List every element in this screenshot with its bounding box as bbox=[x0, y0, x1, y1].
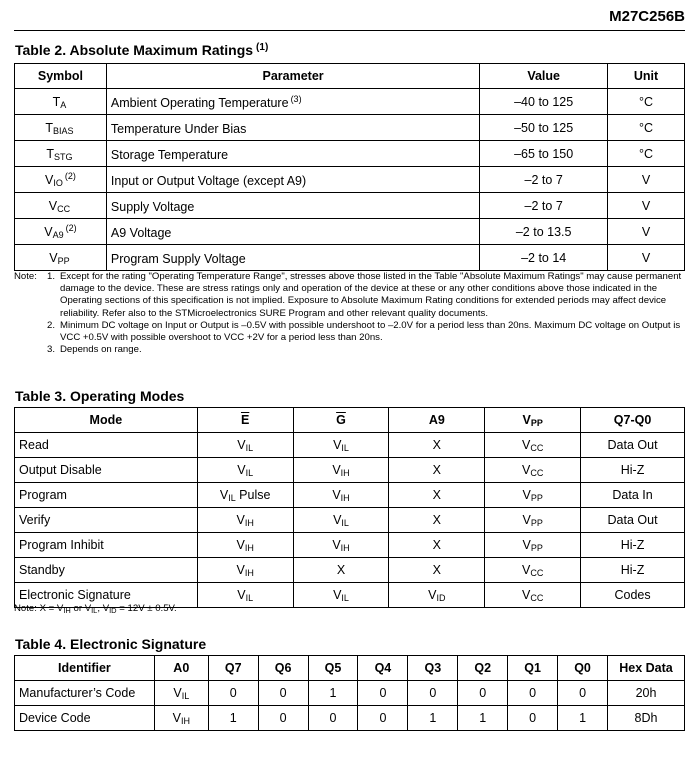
mode-cell: Electronic Signature bbox=[15, 583, 198, 608]
parameter-cell bbox=[106, 89, 479, 115]
e-sub: IH bbox=[244, 517, 254, 528]
vpp-main: V bbox=[522, 512, 531, 527]
symbol-sub: A bbox=[60, 100, 67, 110]
bit-cell: 1 bbox=[308, 681, 358, 706]
symbol-sub: BIAS bbox=[53, 126, 74, 136]
unit-cell: V bbox=[608, 219, 685, 245]
parameter-text: Ambient Operating Temperature bbox=[110, 95, 289, 110]
g-cell bbox=[293, 458, 389, 483]
table-row bbox=[15, 508, 685, 533]
e-cell bbox=[197, 458, 293, 483]
e-sub: IH bbox=[244, 542, 254, 553]
e-main: V bbox=[236, 512, 245, 527]
q-cell: Data In bbox=[581, 483, 685, 508]
a9-cell bbox=[389, 483, 485, 508]
symbol-note-ref: (2) bbox=[64, 171, 76, 181]
q-cell: Hi-Z bbox=[581, 558, 685, 583]
table-row bbox=[15, 141, 685, 167]
q-cell: Hi-Z bbox=[581, 458, 685, 483]
value-cell: –65 to 150 bbox=[480, 141, 608, 167]
col-header-q0: Q0 bbox=[558, 656, 608, 681]
g-main: V bbox=[333, 587, 342, 602]
g-main: V bbox=[332, 487, 341, 502]
g-cell bbox=[293, 508, 389, 533]
note-2 bbox=[47, 320, 686, 344]
q-cell: Data Out bbox=[581, 508, 685, 533]
vpp-sub: PP bbox=[530, 517, 543, 528]
e-cell bbox=[197, 558, 293, 583]
parameter-text: Program Supply Voltage bbox=[110, 251, 246, 266]
parameter-note-ref: (3) bbox=[290, 93, 302, 104]
unit-cell: °C bbox=[608, 141, 685, 167]
vpp-cell bbox=[485, 583, 581, 608]
bit-cell: 0 bbox=[508, 706, 558, 731]
page-header bbox=[14, 4, 685, 31]
table-row bbox=[15, 167, 685, 193]
q-cell: Codes bbox=[581, 583, 685, 608]
vpp-main: V bbox=[522, 487, 531, 502]
g-sub: IH bbox=[340, 492, 350, 503]
symbol-cell bbox=[15, 219, 107, 245]
parameter-cell bbox=[106, 141, 479, 167]
electronic-signature-table bbox=[14, 655, 685, 731]
table-row bbox=[15, 219, 685, 245]
vpp-sub: CC bbox=[530, 592, 544, 603]
col-header-q1: Q1 bbox=[508, 656, 558, 681]
value-cell: –2 to 14 bbox=[480, 245, 608, 271]
col-header-mode: Mode bbox=[15, 408, 198, 433]
a0-sub: IL bbox=[181, 690, 190, 701]
bit-cell: 0 bbox=[308, 706, 358, 731]
g-cell bbox=[293, 483, 389, 508]
value-cell: –2 to 7 bbox=[480, 193, 608, 219]
note-2-text: Minimum DC voltage on Input or Output is –0.5V with possible undershoot to –2.0V for a period less than 20ns. Maximum DC voltage on Output is VCC +0.5V with possible overshoot to VCC +2V for a period less than 20ns. bbox=[60, 319, 681, 344]
table-row bbox=[15, 706, 685, 731]
g-main: V bbox=[333, 437, 342, 452]
table-row bbox=[15, 681, 685, 706]
bit-cell: 1 bbox=[558, 706, 608, 731]
vpp-sub: CC bbox=[530, 442, 544, 453]
col-header-q5: Q5 bbox=[308, 656, 358, 681]
a9-sub: ID bbox=[436, 592, 446, 603]
symbol-sub: IO bbox=[53, 178, 63, 188]
a9-main: X bbox=[432, 437, 441, 452]
vpp-cell bbox=[485, 558, 581, 583]
e-main: V bbox=[237, 462, 246, 477]
vpp-label: V bbox=[522, 412, 531, 427]
col-header-q3: Q3 bbox=[408, 656, 458, 681]
bit-cell: 0 bbox=[558, 681, 608, 706]
a9-main: V bbox=[428, 587, 437, 602]
symbol-cell bbox=[15, 193, 107, 219]
g-main: X bbox=[336, 562, 346, 577]
a9-cell bbox=[389, 508, 485, 533]
operating-modes-table bbox=[14, 407, 685, 608]
table-row bbox=[15, 245, 685, 271]
parameter-cell bbox=[106, 167, 479, 193]
e-cell bbox=[197, 483, 293, 508]
parameter-text: A9 Voltage bbox=[110, 225, 172, 240]
bit-cell: 0 bbox=[358, 706, 408, 731]
value-cell: –50 to 125 bbox=[480, 115, 608, 141]
a9-cell bbox=[389, 583, 485, 608]
unit-cell: V bbox=[608, 167, 685, 193]
e-sub: IL bbox=[245, 592, 254, 603]
symbol-main: T bbox=[45, 121, 54, 135]
note-1-text: Except for the rating "Operating Temperature Range", stresses above those listed in the Table "Absolute Maximum Ratings" may cause permanent damage to the device. These are stress ratings only and operation of the device at these or any other conditions above those indicated in the Operating sections of this specification is not implied. Exposure to Absolute Maximum Rating conditions for extended periods may affect device reliability. Refer also to the STMicroelectronics SURE Program and other relevant quality documents. bbox=[60, 271, 682, 319]
table3-title: Table 3. Operating Modes bbox=[15, 388, 185, 404]
e-sub: IL bbox=[245, 442, 254, 453]
mode-cell: Program Inhibit bbox=[15, 533, 198, 558]
note-1 bbox=[47, 271, 686, 320]
symbol-main: V bbox=[48, 199, 58, 213]
a0-main: V bbox=[172, 710, 181, 725]
g-sub: IH bbox=[340, 542, 350, 553]
table2-title-ref: (1) bbox=[256, 42, 269, 53]
col-header-value: Value bbox=[480, 64, 608, 89]
hex-cell: 8Dh bbox=[608, 706, 685, 731]
vpp-main: V bbox=[521, 437, 531, 452]
table-row bbox=[15, 89, 685, 115]
col-header-symbol: Symbol bbox=[15, 64, 107, 89]
symbol-sub: A9 bbox=[52, 230, 64, 240]
table-row bbox=[15, 458, 685, 483]
symbol-main: V bbox=[44, 225, 53, 239]
bit-cell: 1 bbox=[408, 706, 458, 731]
symbol-sub: PP bbox=[57, 256, 70, 266]
mode-cell: Verify bbox=[15, 508, 198, 533]
g-cell bbox=[293, 533, 389, 558]
table-row bbox=[15, 193, 685, 219]
col-header-a9: A9 bbox=[389, 408, 485, 433]
table3-note: Note: $X = V_{IH}$ or $V_{IL}$, $V_{ID} = 12V \pm 0.5V$. bbox=[14, 603, 177, 615]
vpp-main: V bbox=[521, 462, 531, 477]
bit-cell: 0 bbox=[508, 681, 558, 706]
parameter-cell bbox=[106, 193, 479, 219]
vpp-cell bbox=[485, 508, 581, 533]
g-sub: IH bbox=[340, 467, 350, 478]
vpp-sub: PP bbox=[530, 492, 543, 503]
a9-main: X bbox=[432, 487, 441, 502]
col-header-a0: A0 bbox=[154, 656, 208, 681]
mode-cell: Read bbox=[15, 433, 198, 458]
symbol-sub: STG bbox=[54, 152, 73, 162]
a9-main: X bbox=[432, 462, 441, 477]
note-3-number: 3. bbox=[47, 344, 56, 356]
unit-cell: °C bbox=[608, 89, 685, 115]
symbol-cell bbox=[15, 115, 107, 141]
bit-cell: 0 bbox=[258, 706, 308, 731]
vpp-cell bbox=[485, 483, 581, 508]
g-sub: IL bbox=[341, 442, 349, 453]
col-header-hex-data: Hex Data bbox=[608, 656, 685, 681]
col-header-q2: Q2 bbox=[458, 656, 508, 681]
a9-cell bbox=[389, 533, 485, 558]
symbol-sub: CC bbox=[57, 204, 71, 214]
vpp-cell bbox=[485, 458, 581, 483]
col-header-q4: Q4 bbox=[358, 656, 408, 681]
symbol-note-ref: (2) bbox=[65, 223, 77, 233]
e-main: V bbox=[237, 437, 246, 452]
identifier-cell: Device Code bbox=[15, 706, 155, 731]
parameter-text: Supply Voltage bbox=[110, 199, 195, 214]
col-header-parameter: Parameter bbox=[106, 64, 479, 89]
symbol-main: T bbox=[46, 147, 55, 161]
a9-main: X bbox=[432, 562, 441, 577]
vpp-cell bbox=[485, 533, 581, 558]
bit-cell: 0 bbox=[408, 681, 458, 706]
table-row bbox=[15, 483, 685, 508]
value-cell: –40 to 125 bbox=[480, 89, 608, 115]
table4-title: Table 4. Electronic Signature bbox=[15, 636, 207, 652]
symbol-cell bbox=[15, 141, 107, 167]
a0-cell bbox=[154, 681, 208, 706]
e-main: V bbox=[236, 537, 245, 552]
a9-cell bbox=[389, 433, 485, 458]
col-header-q6: Q6 bbox=[258, 656, 308, 681]
a0-main: V bbox=[173, 685, 182, 700]
col-header-unit: Unit bbox=[608, 64, 685, 89]
q-cell: Data Out bbox=[581, 433, 685, 458]
parameter-cell bbox=[106, 115, 479, 141]
g-main: V bbox=[333, 512, 342, 527]
g-cell bbox=[293, 583, 389, 608]
col-header-identifier: Identifier bbox=[15, 656, 155, 681]
bit-cell: 1 bbox=[208, 706, 258, 731]
g-cell bbox=[293, 433, 389, 458]
note-1-number: 1. bbox=[47, 271, 56, 282]
a9-main: X bbox=[432, 512, 441, 527]
parameter-text: Input or Output Voltage (except A9) bbox=[110, 173, 307, 188]
g-main: V bbox=[332, 462, 341, 477]
col-header-g bbox=[293, 408, 389, 433]
note-2-number: 2. bbox=[47, 319, 56, 331]
e-bar-label: $\overline{E}$ bbox=[240, 413, 250, 427]
hex-cell: 20h bbox=[608, 681, 685, 706]
note-3 bbox=[47, 344, 686, 356]
g-bar-label: $\overline{G}$ bbox=[336, 413, 346, 427]
symbol-main: T bbox=[52, 95, 61, 109]
table2-notes bbox=[14, 271, 686, 356]
a9-cell bbox=[389, 558, 485, 583]
note-3-text: Depends on range. bbox=[60, 344, 142, 356]
e-cell bbox=[197, 508, 293, 533]
vpp-sub: PP bbox=[530, 542, 543, 553]
bit-cell: 0 bbox=[208, 681, 258, 706]
table2-title-text: Table 2. Absolute Maximum Ratings bbox=[15, 42, 254, 58]
e-extra: Pulse bbox=[235, 487, 271, 502]
vpp-cell bbox=[485, 433, 581, 458]
part-number: M27C256B bbox=[609, 8, 685, 25]
symbol-main: V bbox=[49, 251, 58, 265]
table-row bbox=[15, 115, 685, 141]
vpp-sub: CC bbox=[530, 567, 544, 578]
bit-cell: 0 bbox=[358, 681, 408, 706]
e-sub: IL bbox=[228, 492, 236, 503]
symbol-cell bbox=[15, 245, 107, 271]
value-cell: –2 to 7 bbox=[480, 167, 608, 193]
symbol-main: V bbox=[45, 173, 54, 187]
e-sub: IL bbox=[245, 467, 254, 478]
e-cell bbox=[197, 533, 293, 558]
symbol-cell bbox=[15, 167, 107, 193]
col-header-q7: Q7 bbox=[208, 656, 258, 681]
e-main: V bbox=[237, 587, 246, 602]
table-row bbox=[15, 533, 685, 558]
identifier-cell: Manufacturer’s Code bbox=[15, 681, 155, 706]
vpp-label-sub: PP bbox=[530, 417, 543, 428]
bit-cell: 0 bbox=[458, 681, 508, 706]
mode-cell: Output Disable bbox=[15, 458, 198, 483]
parameter-cell bbox=[106, 245, 479, 271]
g-sub: IL bbox=[341, 517, 349, 528]
g-cell bbox=[293, 558, 389, 583]
unit-cell: °C bbox=[608, 115, 685, 141]
e-sub: IH bbox=[244, 567, 254, 578]
absolute-maximum-ratings-table bbox=[14, 63, 685, 271]
bit-cell: 0 bbox=[258, 681, 308, 706]
e-cell bbox=[197, 433, 293, 458]
table-row bbox=[15, 558, 685, 583]
vpp-sub: CC bbox=[530, 467, 544, 478]
a0-sub: IH bbox=[180, 715, 190, 726]
e-main: V bbox=[219, 487, 229, 502]
mode-cell: Program bbox=[15, 483, 198, 508]
vpp-main: V bbox=[522, 537, 531, 552]
unit-cell: V bbox=[608, 245, 685, 271]
vpp-main: V bbox=[521, 587, 531, 602]
table2-title bbox=[15, 42, 268, 58]
table-row bbox=[15, 433, 685, 458]
q-cell: Hi-Z bbox=[581, 533, 685, 558]
e-main: V bbox=[236, 562, 245, 577]
g-main: V bbox=[332, 537, 341, 552]
e-cell bbox=[197, 583, 293, 608]
unit-cell: V bbox=[608, 193, 685, 219]
value-cell: –2 to 13.5 bbox=[480, 219, 608, 245]
parameter-text: Temperature Under Bias bbox=[110, 121, 247, 136]
g-sub: IL bbox=[341, 592, 349, 603]
a0-cell bbox=[154, 706, 208, 731]
col-header-vpp bbox=[485, 408, 581, 433]
a9-cell bbox=[389, 458, 485, 483]
bit-cell: 1 bbox=[458, 706, 508, 731]
vpp-main: V bbox=[521, 562, 531, 577]
parameter-cell bbox=[106, 219, 479, 245]
symbol-cell bbox=[15, 89, 107, 115]
a9-main: X bbox=[432, 537, 441, 552]
notes-label: Note: bbox=[14, 271, 37, 282]
mode-cell: Standby bbox=[15, 558, 198, 583]
col-header-e bbox=[197, 408, 293, 433]
parameter-text: Storage Temperature bbox=[110, 147, 229, 162]
col-header-q: Q7-Q0 bbox=[581, 408, 685, 433]
